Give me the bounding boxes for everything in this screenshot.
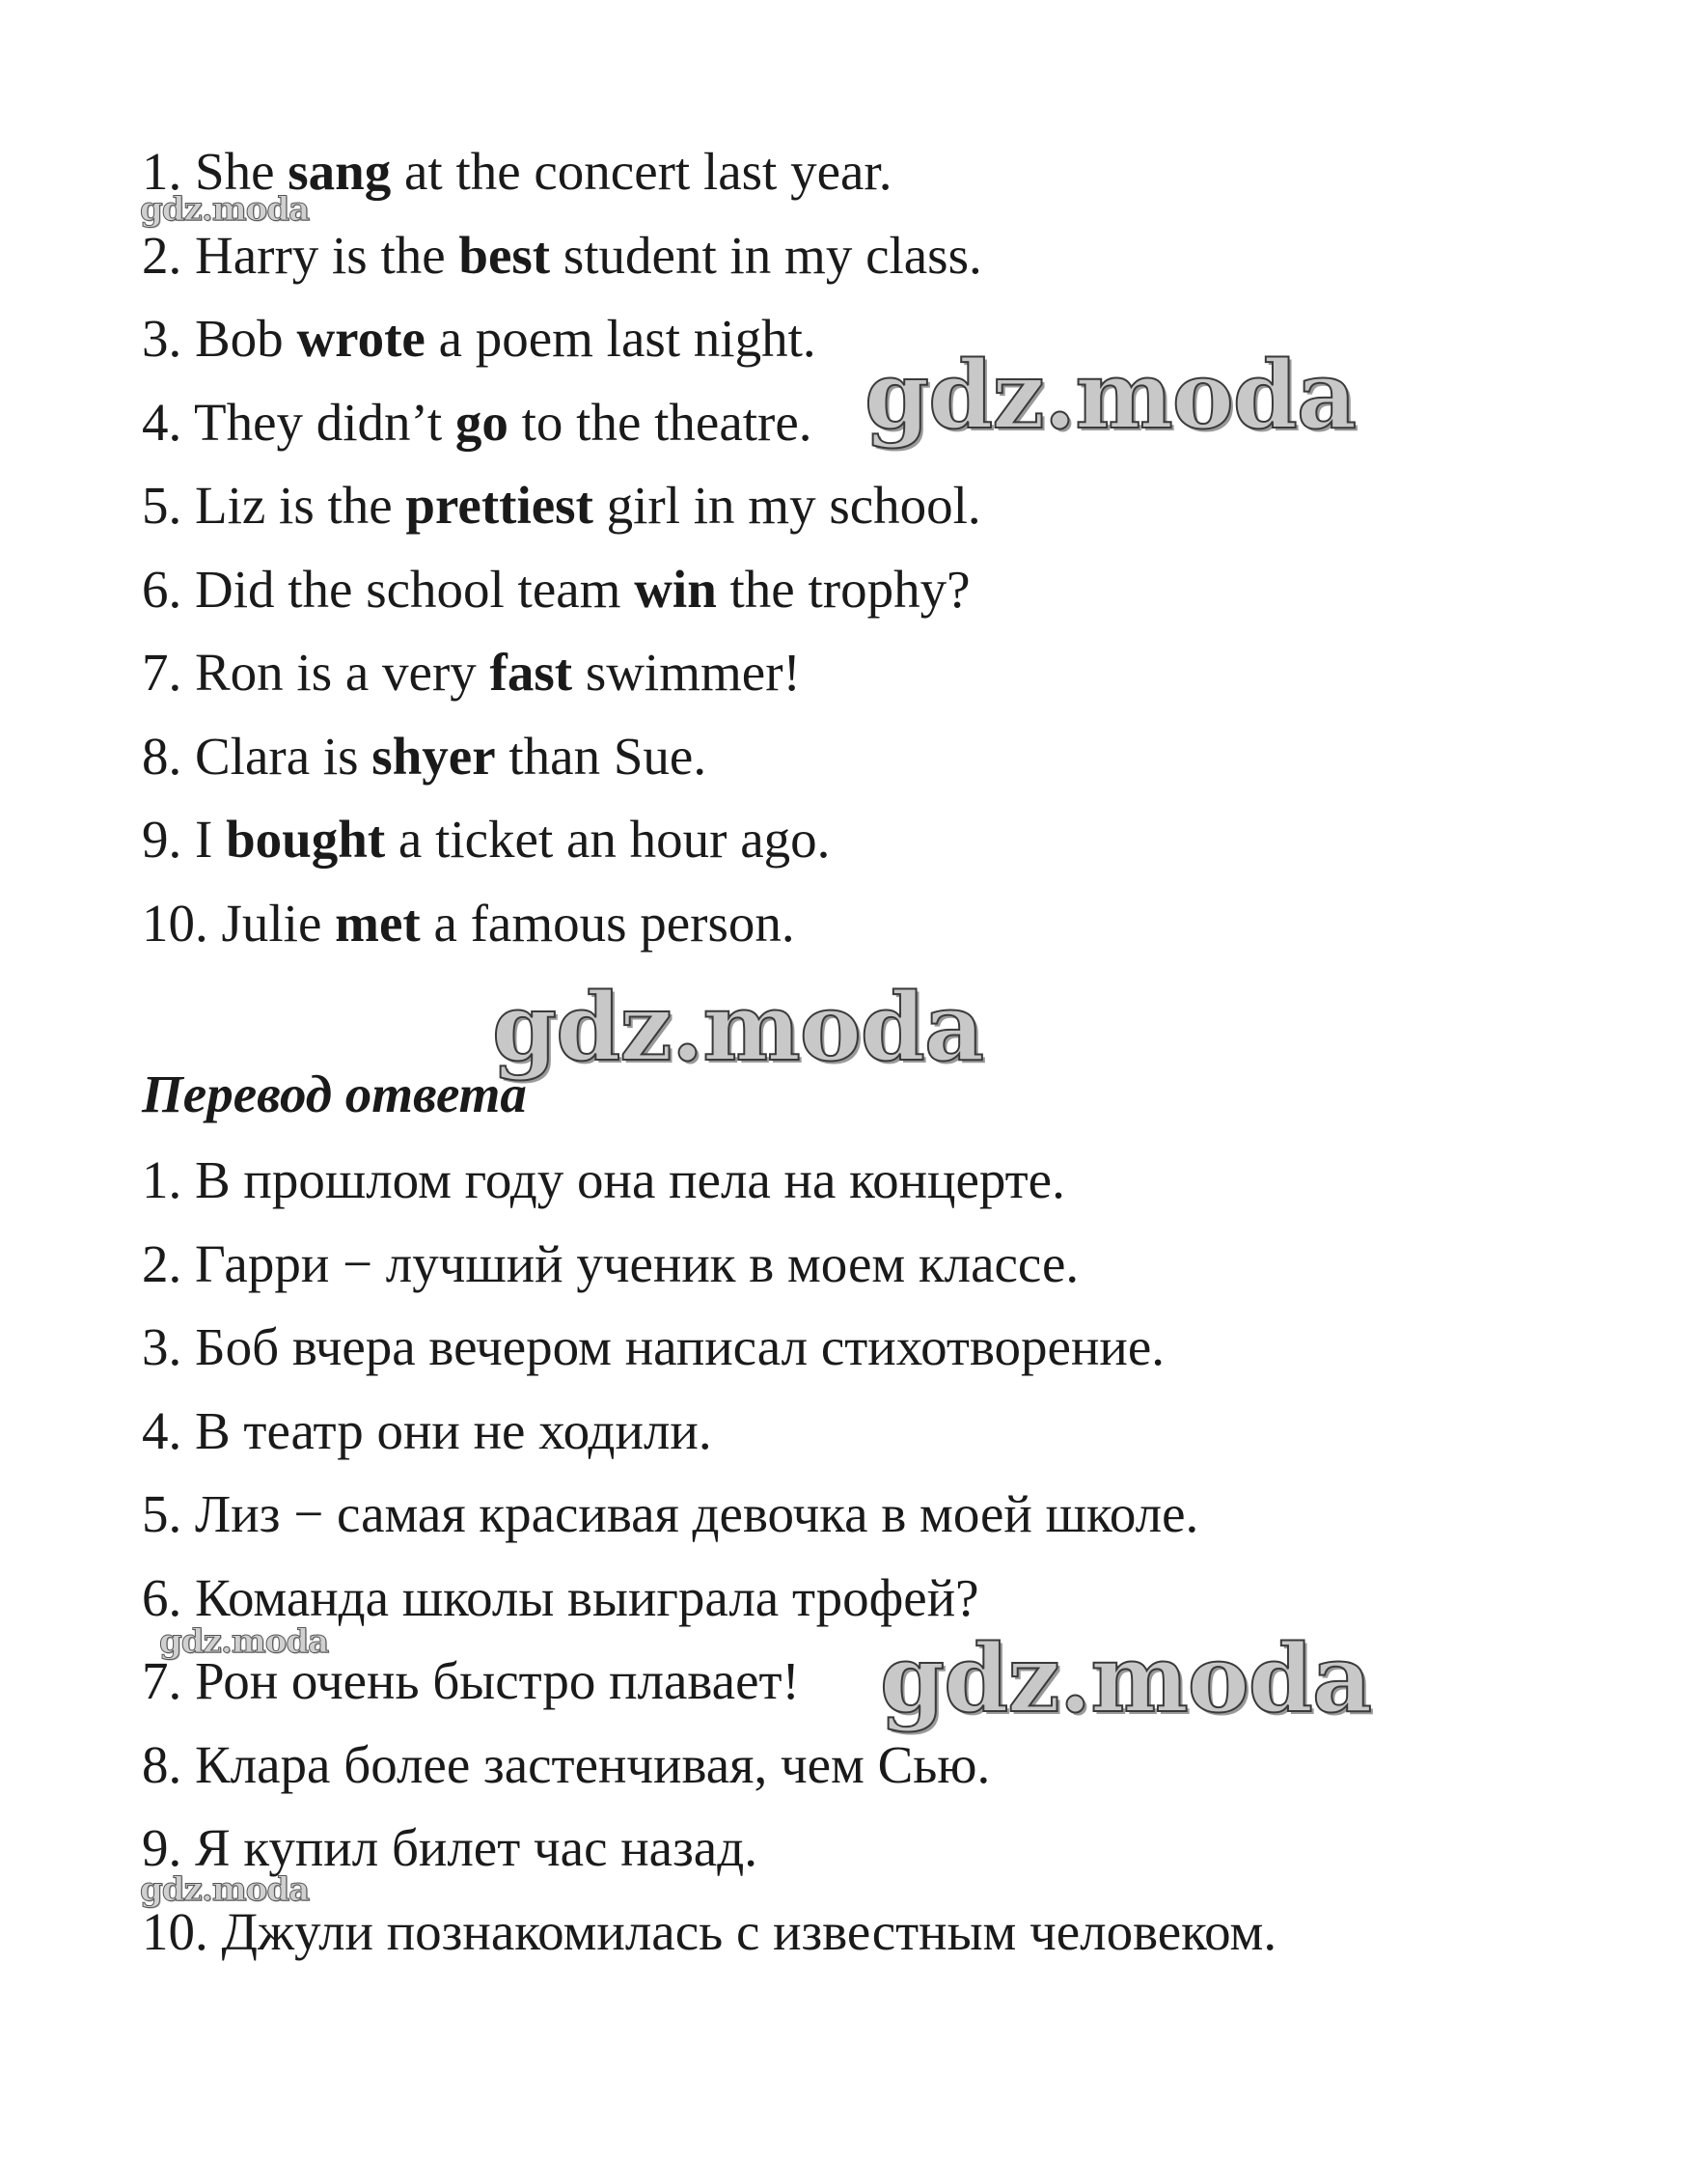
english-sentence-3: 3. Bob wrote a poem last night.: [142, 309, 816, 368]
translation-line-8: 8. Клара более застенчивая, чем Сью.: [142, 1735, 991, 1794]
translation-line-9: 9. Я купил билет час назад.: [142, 1818, 757, 1877]
answer-word: met: [335, 894, 421, 953]
english-sentence-10: 10. Julie met a famous person.: [142, 894, 795, 953]
watermark-large: gdz.moda: [865, 341, 1357, 450]
english-sentence-2: 2. Harry is the best student in my class.: [142, 226, 982, 285]
translation-line-7: 7. Рон очень быстро плавает!: [142, 1651, 800, 1710]
answer-word: win: [634, 560, 717, 619]
watermark-large: gdz.moda: [492, 973, 984, 1082]
watermark-large: gdz.moda: [880, 1624, 1372, 1733]
english-sentence-7: 7. Ron is a very fast swimmer!: [142, 643, 801, 702]
answer-word: sang: [288, 142, 392, 201]
translation-line-2: 2. Гарри − лучший ученик в моем классе.: [142, 1234, 1080, 1293]
english-sentence-1: 1. She sang at the concert last year.: [142, 142, 892, 201]
english-sentence-8: 8. Clara is shyer than Sue.: [142, 727, 707, 786]
watermark-small: gdz.moda: [140, 1870, 310, 1909]
translation-line-6: 6. Команда школы выиграла трофей?: [142, 1568, 979, 1627]
answer-word: fast: [489, 643, 573, 702]
english-sentence-6: 6. Did the school team win the trophy?: [142, 560, 971, 619]
translation-heading: Перевод ответа: [142, 1064, 527, 1123]
answer-word: wrote: [296, 309, 426, 368]
translation-line-4: 4. В театр они не ходили.: [142, 1401, 712, 1460]
answer-word: prettiest: [405, 476, 593, 535]
translation-line-10: 10. Джули познакомилась с известным человеком.: [142, 1902, 1277, 1961]
translation-line-5: 5. Лиз − самая красивая девочка в моей школе.: [142, 1484, 1199, 1543]
answer-word: shyer: [371, 727, 496, 786]
english-sentence-5: 5. Liz is the prettiest girl in my school.: [142, 476, 981, 535]
answer-word: go: [454, 393, 508, 452]
translation-line-3: 3. Боб вчера вечером написал стихотворение.: [142, 1317, 1165, 1376]
english-sentence-9: 9. I bought a ticket an hour ago.: [142, 810, 831, 869]
answer-word: bought: [226, 810, 386, 869]
watermark-small: gdz.moda: [140, 190, 310, 229]
translation-line-1: 1. В прошлом году она пела на концерте.: [142, 1150, 1065, 1209]
english-sentence-4: 4. They didn’t go to the theatre.: [142, 393, 812, 452]
answer-word: best: [458, 226, 551, 285]
watermark-small: gdz.moda: [159, 1622, 329, 1661]
